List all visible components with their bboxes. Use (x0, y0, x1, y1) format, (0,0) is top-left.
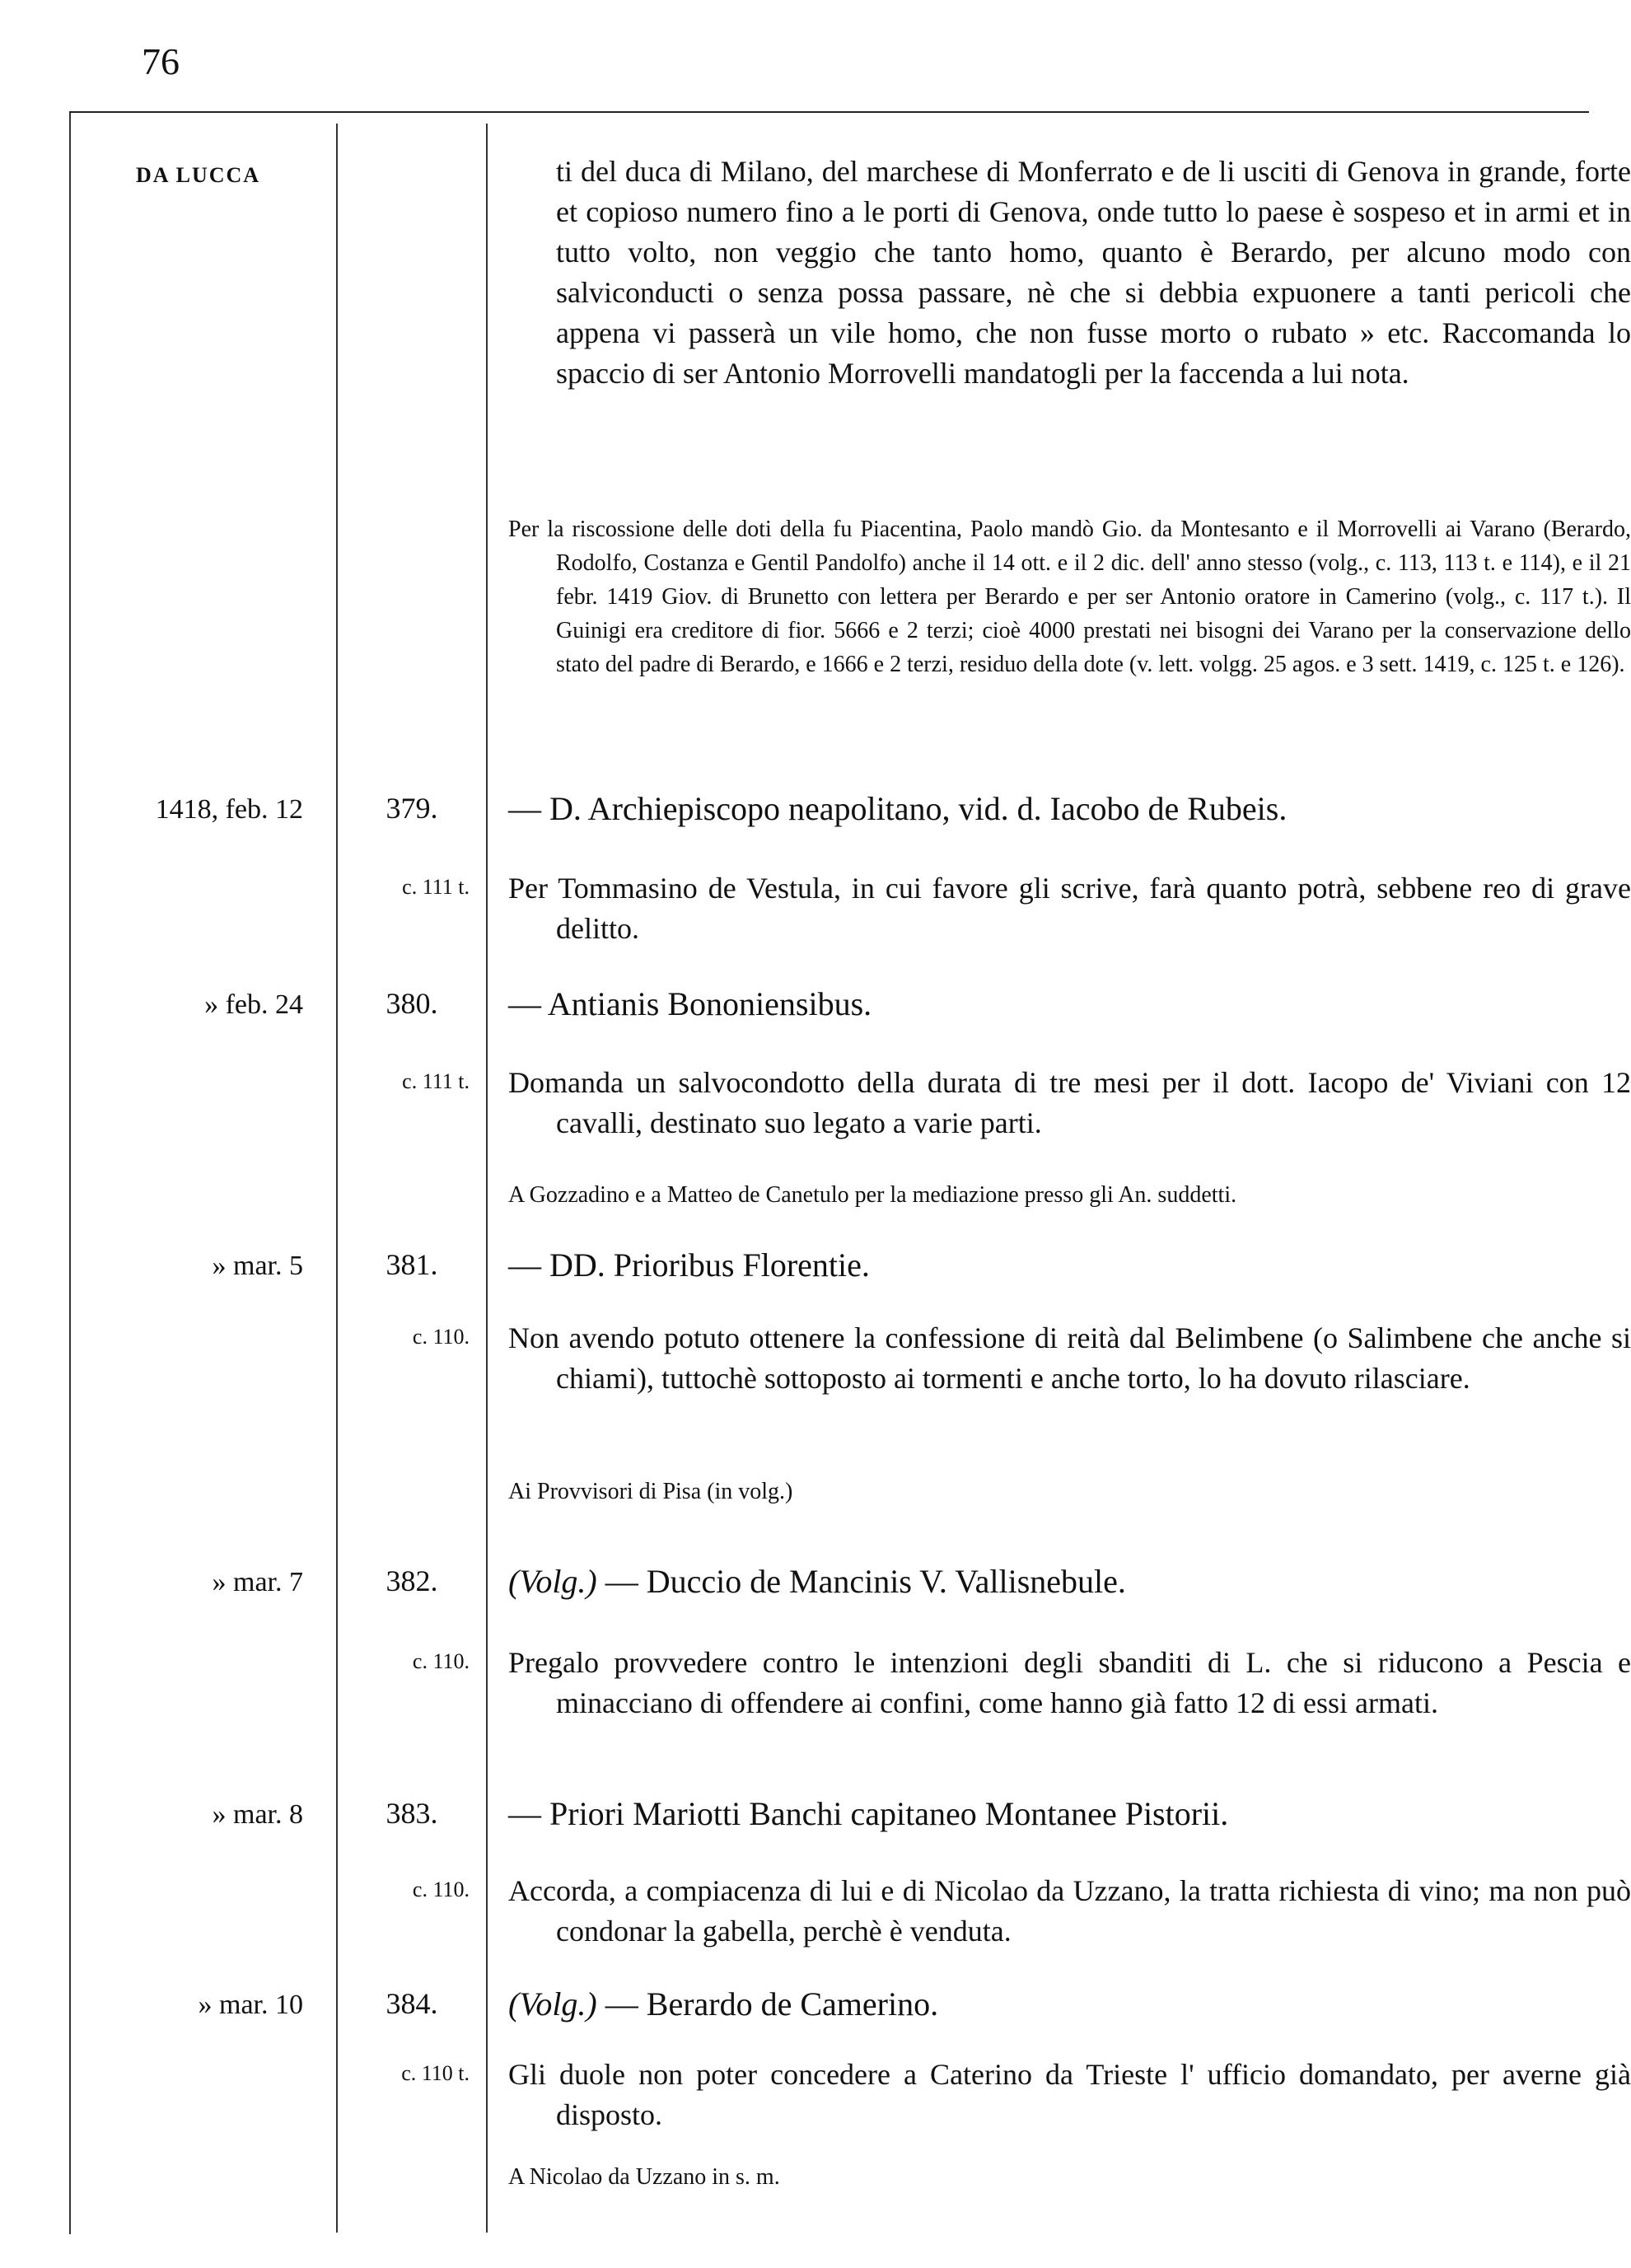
entry-text: Domanda un salvocondotto della durata di tre mesi per il dott. Iacopo de' Viviani con 12 cavalli, destinato suo legato a varie parti. (508, 1066, 1631, 1139)
continuation-text: ti del duca di Milano, del marchese di Monferrato e de li usciti di Genova in grande, forte et copioso numero fino a le porti di Genova, onde tutto lo paese è sospeso et in armi et in tutto volto, non veggio che tanto homo, quanto è Berardo, per alcuno modo con salviconducti o senza possa passare, nè che si debbia expuonere a tanti pericoli che appena vi passerà un vile homo, che non fusse morto o rubato » etc. Raccomanda lo spaccio di ser Antonio Morrovelli mandatogli per la faccenda a lui nota. (556, 155, 1631, 390)
entry-text: Accorda, a compiacenza di lui e di Nicolao da Uzzano, la tratta richiesta di vino; ma non può condonar la gabella, perchè è venduta. (508, 1874, 1631, 1948)
column-divider (69, 113, 71, 2234)
entry-prefix: (Volg.) (508, 1563, 597, 1600)
entry-note: Ai Provvisori di Pisa (in volg.) (508, 1479, 793, 1504)
entry-title: — Priori Mariotti Banchi capitaneo Montanee Pistorii. (508, 1795, 1229, 1832)
entry-carta: c. 110 t. (401, 2061, 470, 2085)
entry-date: 1418, feb. 12 (155, 794, 303, 825)
entry-heading (508, 1985, 938, 2023)
entry-heading (508, 789, 1287, 828)
entry-title: — Antianis Bononiensibus. (508, 985, 872, 1022)
entry-date: » feb. 24 (204, 989, 303, 1020)
entry-number: 380. (386, 987, 438, 1020)
entry-carta: c. 111 t. (402, 875, 470, 899)
page-number: 76 (142, 40, 180, 82)
entry-title: — DD. Prioribus Florentie. (508, 1246, 870, 1284)
entry-title: — D. Archiepiscopo neapolitano, vid. d. Iacobo de Rubeis. (508, 790, 1288, 827)
entry-heading (508, 1246, 870, 1284)
entry-number: 379. (386, 792, 438, 825)
entry-carta: c. 111 t. (402, 1069, 470, 1093)
entry-carta: c. 110. (412, 1325, 470, 1349)
entry-date: » mar. 5 (212, 1251, 303, 1281)
entry-date: » mar. 7 (212, 1567, 303, 1597)
entry-number: 384. (386, 1987, 438, 2020)
entry-note: A Gozzadino e a Matteo de Canetulo per la mediazione presso gli An. suddetti. (508, 1182, 1237, 1208)
entry-date: » mar. 10 (198, 1990, 303, 2020)
entry-title: — Duccio de Mancinis V. Vallisnebule. (605, 1563, 1126, 1600)
entry-note: A Nicolao da Uzzano in s. m. (508, 2164, 780, 2190)
entry-carta: c. 110. (412, 1878, 470, 1901)
top-rule (69, 111, 1589, 113)
entry-title: — Berardo de Camerino. (605, 1985, 939, 2022)
running-head: DA LUCCA (136, 163, 261, 187)
column-divider (486, 124, 488, 2233)
entry-text: Pregalo provvedere contro le intenzioni degli sbanditi di L. che si riducono a Pescia e minacciano di offendere ai confini, come hanno già fatto 12 di essi armati. (508, 1646, 1631, 1719)
entry-number: 381. (386, 1248, 438, 1281)
column-divider (336, 124, 338, 2233)
entry-text: Gli duole non poter concedere a Caterino da Trieste l' ufficio domandato, per averne già disposto. (508, 2058, 1631, 2131)
continuation-note: Per la riscossione delle doti della fu Piacentina, Paolo mandò Gio. da Montesanto e il Morrovelli ai Varano (Berardo, Rodolfo, Costanza e Gentil Pandolfo) anche il 14 ott. e il 2 dic. dell' anno stesso (volg., c. 113, 113 t. e 114), e il 21 febr. 1419 Giov. di Brunetto con lettera per Berardo e per ser Antonio oratore in Camerino (volg., c. 117 t.). Il Guinigi era creditore di fior. 5666 e 2 terzi; cioè 4000 prestati nei bisogni dei Varano per la conservazione dello stato del padre di Berardo, e 1666 e 2 terzi, residuo della dote (v. lett. volgg. 25 agos. e 3 sett. 1419, c. 125 t. e 126). (508, 517, 1631, 677)
entry-heading (508, 984, 872, 1023)
entry-text: Per Tommasino de Vestula, in cui favore gli scrive, farà quanto potrà, sebbene reo di grave delitto. (508, 872, 1631, 945)
entry-number: 382. (386, 1564, 438, 1597)
entry-prefix: (Volg.) (508, 1985, 597, 2022)
entry-date: » mar. 8 (212, 1799, 303, 1830)
entry-carta: c. 110. (412, 1649, 470, 1673)
entry-heading (508, 1794, 1228, 1833)
entry-heading (508, 1562, 1126, 1601)
entry-text: Non avendo potuto ottenere la confessione di reità dal Belimbene (o Salimbene che anche si chiami), tuttochè sottoposto ai tormenti e anche torto, lo ha dovuto rilasciare. (508, 1321, 1631, 1395)
entry-number: 383. (386, 1797, 438, 1830)
